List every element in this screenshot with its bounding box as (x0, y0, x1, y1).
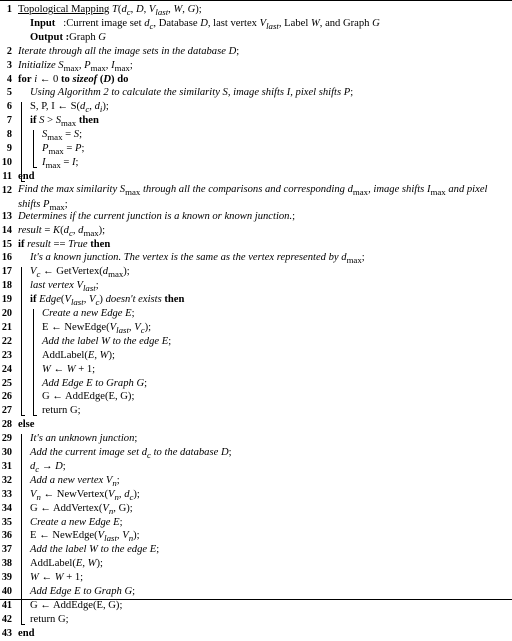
line-text: Add the label W to the edge E; (42, 335, 172, 347)
line-number: 37 (1, 544, 12, 556)
line-number: 33 (1, 488, 12, 500)
algorithm-line (0, 571, 512, 585)
algorithm-line (0, 156, 512, 170)
line-text: Iterate through all the image sets in the database D; (18, 45, 240, 57)
line-text: W ← W + 1; (30, 572, 84, 584)
line-number: 6 (6, 101, 12, 113)
line-number: 12 (1, 184, 12, 196)
line-number: 15 (1, 238, 12, 250)
algorithm-line (0, 460, 512, 474)
algorithm-line (0, 335, 512, 349)
algorithm-line (0, 557, 512, 571)
line-text: for i ← 0 to sizeof (D) do (18, 73, 129, 85)
algorithm-line (0, 488, 512, 502)
line-text: $S_{max} = S$; (42, 129, 83, 143)
algorithm-line (0, 585, 512, 599)
line-number: 30 (1, 447, 12, 458)
block-bar (21, 434, 22, 625)
line-text: Add the label W to the edge E; (30, 544, 160, 556)
line-number: 3 (6, 59, 12, 71)
line-text: $d_c \to D$; (30, 460, 66, 474)
line-number: 1 (6, 4, 12, 15)
algorithm-line (0, 446, 512, 460)
line-text: Initialize $S_{max}$, $P_{max}$, $I_{max}$; (18, 59, 133, 73)
line-text: AddLabel(E, W); (30, 558, 103, 570)
line-number: 5 (6, 87, 12, 99)
algorithm-line (0, 86, 512, 100)
line-number: 14 (1, 224, 12, 236)
line-number: 10 (1, 156, 12, 168)
line-text: Add the current image set $d_c$ to the database D; (30, 447, 232, 461)
algorithm-line (0, 599, 512, 613)
algorithm-line (0, 627, 512, 641)
line-number: 21 (1, 321, 12, 333)
algorithm-line (0, 45, 512, 59)
line-number: 35 (1, 516, 12, 528)
line-text: E ← $NewEdge(V_{last}$, $V_c$); (42, 321, 152, 335)
top-rule (0, 0, 512, 1)
line-number: 25 (1, 377, 12, 389)
line-number: 19 (1, 294, 12, 306)
line-text: It's an unknown junction; (30, 433, 138, 445)
algorithm-line (0, 432, 512, 446)
algorithm-line (0, 128, 512, 142)
line-text: G ← $AddVertex(V_n$, G); (30, 502, 133, 516)
line-text: $I_{max} = I$; (42, 156, 79, 170)
line-number: 40 (1, 586, 12, 597)
line-text: Using Algorithm 2 to calculate the similarity S, image shifts I, pixel shifts P; (30, 87, 354, 99)
algorithm-line (0, 279, 512, 293)
line-number: 24 (1, 363, 12, 375)
line-number: 39 (1, 572, 12, 584)
algorithm-line (0, 170, 512, 184)
line-text: Find the max similarity $S_{max}$ through all the comparisons and corresponding $d_{max}$, image shifts $I_{max}$ and pixel shifts $P_{max}$; (18, 183, 488, 212)
algorithm-line (0, 418, 512, 432)
algorithm-line (0, 474, 512, 488)
algorithm-line (0, 73, 512, 87)
line-number: 16 (1, 252, 12, 264)
algorithm-line (0, 100, 512, 114)
algorithm-line (0, 390, 512, 404)
line-number: 18 (1, 280, 12, 292)
line-text: Topological Mapping $T(d_c$, D, $V_{last}$, W, G); (18, 4, 202, 18)
algorithm-line (0, 251, 512, 265)
line-number: 28 (1, 419, 12, 431)
line-number: 34 (1, 502, 12, 514)
algorithm-line (0, 293, 512, 307)
line-text: Add Edge E to Graph G; (30, 586, 136, 597)
line-number: 42 (1, 613, 12, 625)
algorithm-line (0, 502, 512, 516)
line-text: Create a new Edge E; (30, 516, 123, 528)
line-number: 4 (6, 73, 12, 85)
line-number: 22 (1, 335, 12, 347)
line-number: 26 (1, 391, 12, 403)
line-number: 9 (6, 143, 12, 154)
algorithm-line (0, 529, 512, 543)
algorithm-line (0, 377, 512, 391)
algorithm-line (0, 363, 512, 377)
line-number: 38 (1, 558, 12, 570)
algorithm-line (0, 224, 512, 238)
algorithm-line (0, 210, 512, 224)
line-text: if $S > S_{max}$ then (30, 115, 99, 129)
line-text: Add Edge E to Graph G; (42, 377, 148, 389)
line-text: W ← W + 1; (42, 363, 96, 375)
line-text: if result == True then (18, 238, 111, 250)
line-number: 7 (6, 115, 12, 127)
line-text: Determines if the current junction is a known or known junction.; (18, 210, 296, 222)
line-text: Output :Graph G (30, 31, 106, 43)
line-text: if $Edge(V_{last}$, $V_c$) doesn't exists then (30, 294, 185, 308)
line-number: 20 (1, 308, 12, 319)
line-number: 17 (1, 266, 12, 278)
block-bar (21, 267, 22, 416)
line-text: It's a known junction. The vertex is the same as the vertex represented by $d_{max}$; (30, 252, 365, 266)
line-number: 31 (1, 460, 12, 472)
line-text: return G; (30, 613, 69, 625)
line-text: Input :Current image set $d_c$, Database D, last vertex $V_{last}$, Label W, and Graph G (30, 17, 380, 31)
block-bar (33, 309, 34, 416)
line-number: 11 (2, 170, 12, 182)
algorithm-line (0, 543, 512, 557)
line-text: G ← AddEdge(E, G); (30, 599, 123, 611)
algorithm-line (0, 17, 512, 31)
line-number: 29 (1, 433, 12, 445)
line-text: AddLabel(E, W); (42, 349, 115, 361)
algorithm-line (0, 613, 512, 627)
algorithm-line (0, 59, 512, 73)
line-number: 27 (1, 405, 12, 417)
line-text: $V_n$ ← $NewVertex(V_n$, $d_c$); (30, 488, 140, 502)
line-text: G ← AddEdge(E, G); (42, 391, 135, 403)
line-number: 43 (1, 627, 12, 639)
algorithm-line (0, 349, 512, 363)
algorithm-line (0, 3, 512, 17)
algorithm-line (0, 114, 512, 128)
line-text: $V_c$ ← $GetVertex(d_{max})$; (30, 266, 130, 280)
line-number: 13 (1, 210, 12, 222)
line-text: return G; (42, 405, 81, 417)
line-number: 8 (6, 129, 12, 141)
algorithm-line (0, 184, 512, 210)
algorithm-line (0, 516, 512, 530)
algorithm-line (0, 307, 512, 321)
algorithm-line (0, 238, 512, 252)
line-number: 23 (1, 349, 12, 361)
algorithm-line (0, 321, 512, 335)
algorithm-line (0, 404, 512, 418)
algorithm-line (0, 265, 512, 279)
block-bar (33, 130, 34, 168)
algorithm-line (0, 31, 512, 45)
line-text: Add a new vertex $V_n$; (30, 474, 120, 488)
line-number: 41 (1, 599, 12, 611)
line-number: 36 (1, 530, 12, 542)
line-text: end (18, 170, 35, 182)
line-number: 32 (1, 474, 12, 486)
line-text: E ← $NewEdge(V_{last}$, $V_n$); (30, 530, 140, 544)
line-text: S, P, I ← $S(d_c$, $d_i$); (30, 101, 109, 115)
line-text: Create a new Edge E; (42, 308, 135, 319)
line-text: result = $K(d_c$, $d_{max}$); (18, 224, 106, 238)
line-text: else (18, 419, 35, 431)
line-text: last vertex $V_{last}$; (30, 280, 99, 294)
line-number: 2 (6, 45, 12, 57)
line-text: end (18, 627, 35, 639)
line-text: $P_{max} = P$; (42, 143, 85, 157)
algorithm-line (0, 142, 512, 156)
block-bar (21, 102, 22, 181)
